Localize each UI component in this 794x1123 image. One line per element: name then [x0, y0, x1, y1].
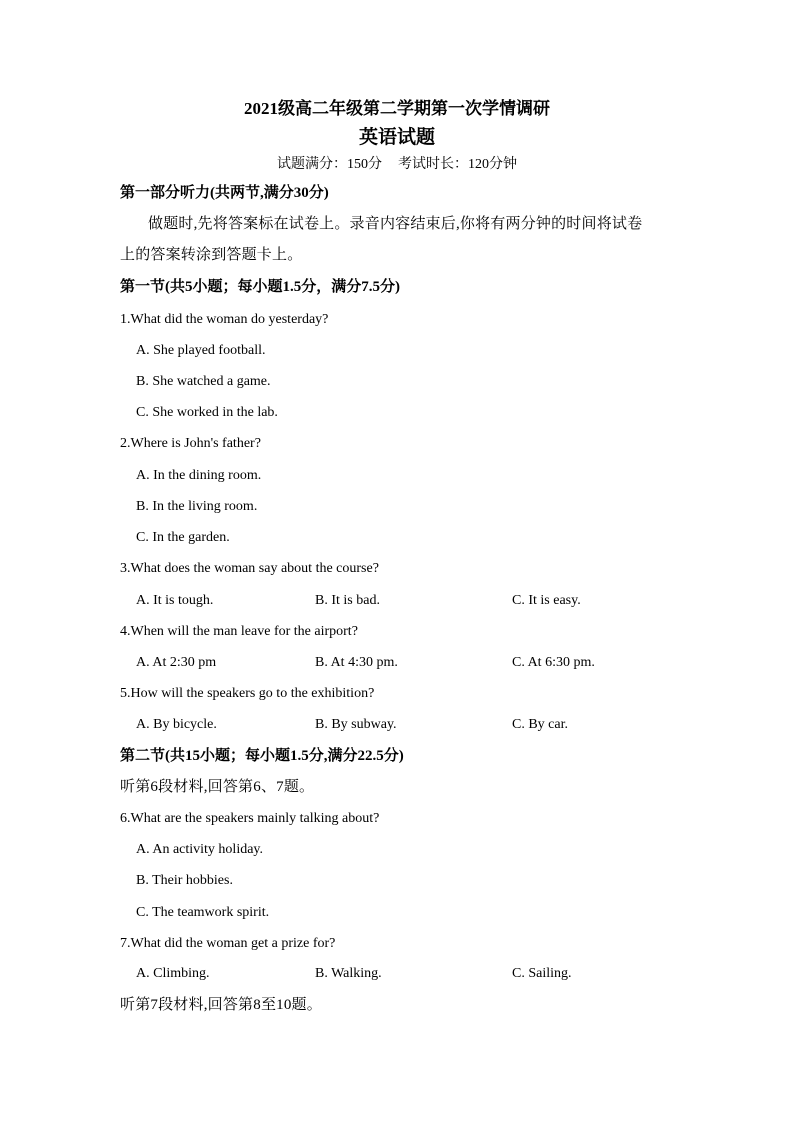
question-3-option-b: B. It is bad.	[315, 593, 380, 608]
exam-subject: 英语试题	[358, 127, 435, 148]
question-3-option-c: C. It is easy.	[512, 593, 581, 608]
question-5-option-a: A. By bicycle.	[136, 717, 217, 732]
question-4: 4.When will the man leave for the airport?	[120, 624, 358, 639]
question-7-option-c: C. Sailing.	[512, 966, 572, 981]
question-4-option-a: A. At 2:30 pm	[136, 655, 217, 670]
question-1-option-c: C. She worked in the lab.	[136, 405, 278, 420]
time-info: 考试时长：120分钟	[398, 157, 517, 172]
question-1: 1.What did the woman do yesterday?	[120, 312, 329, 327]
question-7-option-a: A. Climbing.	[136, 966, 210, 981]
question-6-option-c: C. The teamwork spirit.	[136, 905, 270, 920]
question-5-option-c: C. By car.	[512, 717, 568, 732]
score-info: 试题满分：150分	[277, 157, 382, 172]
question-1-option-b: B. She watched a game.	[136, 374, 271, 389]
question-6: 6.What are the speakers mainly talking about?	[120, 811, 380, 826]
question-4-option-c: C. At 6:30 pm.	[512, 655, 595, 670]
question-2-option-a: A. In the dining room.	[136, 468, 262, 483]
material-6-instruction: 听第6段材料,回答第6、7题。	[120, 779, 315, 795]
section2-heading: 第二节(共15小题；每小题1.5分,满分22.5分)	[120, 748, 404, 764]
exam-title: 2021级高二年级第二学期第一次学情调研	[244, 99, 550, 118]
question-7-option-b: B. Walking.	[315, 966, 382, 981]
question-7: 7.What did the woman get a prize for?	[120, 936, 336, 951]
exam-meta	[0, 158, 794, 172]
question-6-option-a: A. An activity holiday.	[136, 842, 264, 857]
question-6-option-b: B. Their hobbies.	[136, 873, 233, 888]
instructions-line-1: 做题时,先将答案标在试卷上。录音内容结束后,你将有两分钟的时间将试卷	[148, 216, 643, 232]
material-7-instruction: 听第7段材料,回答第8至10题。	[120, 997, 322, 1013]
question-2-option-c: C. In the garden.	[136, 530, 230, 545]
part1-heading: 第一部分听力(共两节,满分30分)	[120, 185, 329, 201]
question-5-option-b: B. By subway.	[315, 717, 397, 732]
question-2: 2.Where is John's father?	[120, 436, 261, 451]
instructions-line-2: 上的答案转涂到答题卡上。	[120, 247, 303, 263]
question-3: 3.What does the woman say about the course?	[120, 561, 379, 576]
question-1-option-a: A. She played football.	[136, 343, 266, 358]
section1-heading: 第一节(共5小题；每小题1.5分，满分7.5分)	[120, 279, 400, 295]
question-4-option-b: B. At 4:30 pm.	[315, 655, 398, 670]
question-3-option-a: A. It is tough.	[136, 593, 214, 608]
question-5: 5.How will the speakers go to the exhibition?	[120, 686, 375, 701]
question-2-option-b: B. In the living room.	[136, 499, 258, 514]
